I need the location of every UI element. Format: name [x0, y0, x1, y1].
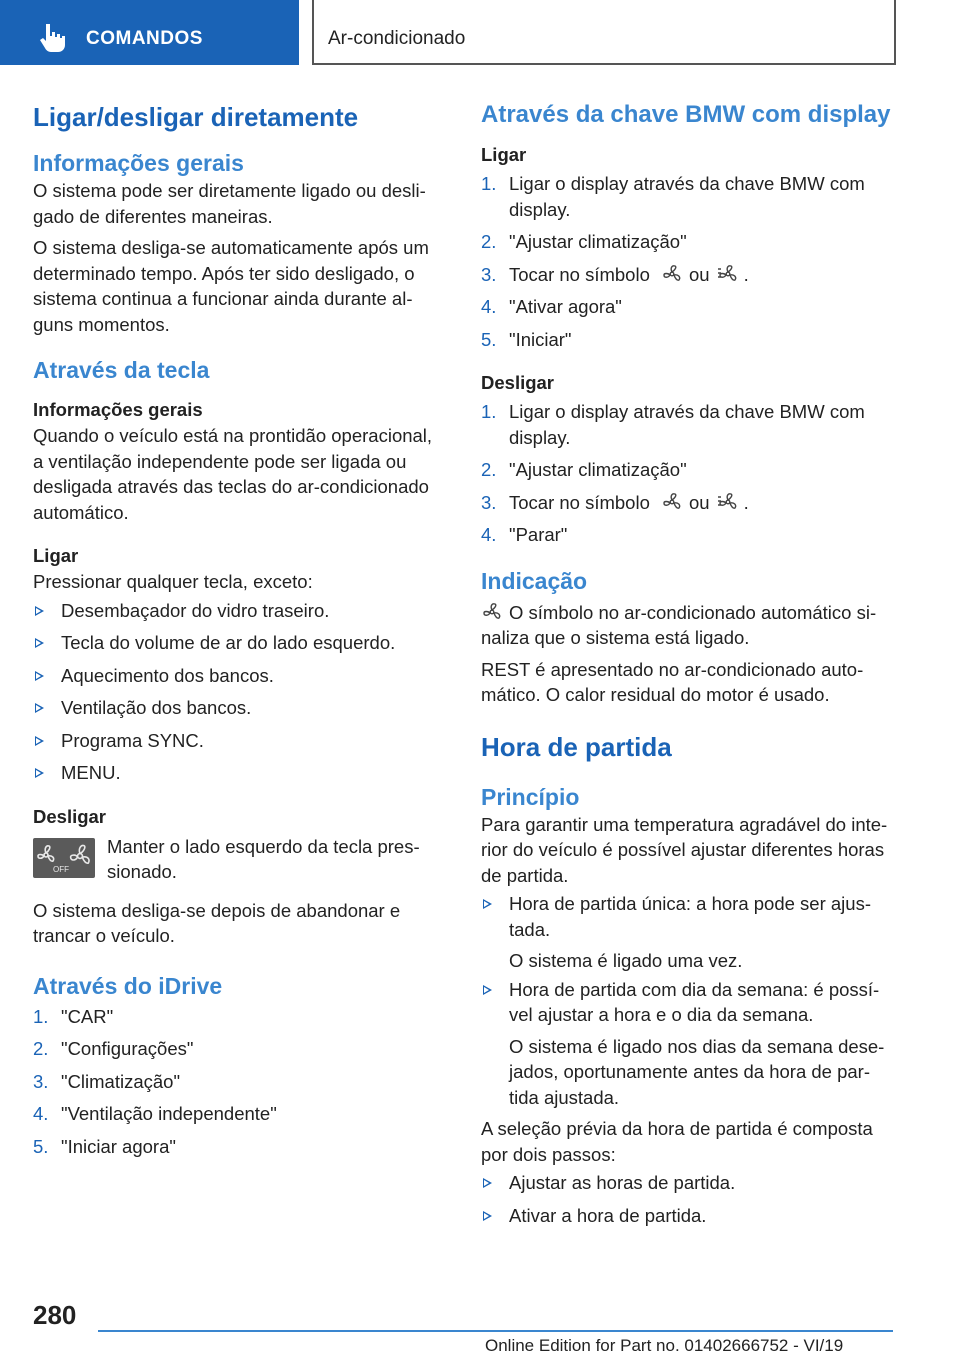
list-item: 3. Tocar no símbolo ou . [481, 491, 749, 513]
indication-heading: Indicação [481, 567, 588, 594]
key-switch-off-heading: Desligar [481, 372, 555, 393]
list-item: Hora de partida única: a hora pode ser ajus-tada. [481, 891, 895, 942]
list-item: Ativar a hora de partida. [481, 1203, 895, 1229]
list-item: 1. Ligar o display através da chave BMW com display. [481, 173, 865, 220]
general-info-heading: Informações gerais [33, 150, 244, 176]
triangle-bullet-icon [35, 606, 44, 616]
list-item: 1. Ligar o display através da chave BMW com display. [481, 401, 865, 448]
triangle-bullet-icon [483, 899, 492, 909]
principle-heading: Princípio [481, 783, 580, 810]
switch-off-paragraph-2: O sistema desliga-se depois de abandonar e trancar o veículo. [33, 899, 401, 946]
indication-paragraph-1: O símbolo no ar-condicionado automático si-naliza que o sistema está ligado. [481, 601, 877, 648]
fan-auto-icon [716, 492, 738, 512]
triangle-bullet-icon [35, 736, 44, 746]
list-item: 2. "Ajustar climatização" [481, 231, 687, 252]
list-item: 1. "CAR" [33, 1005, 114, 1027]
fan-off-button-image [33, 838, 95, 878]
section-tab-label: COMANDOS [86, 28, 203, 49]
section-title: Ligar/desligar diretamente [33, 102, 359, 132]
triangle-bullet-icon [35, 671, 44, 681]
list-item: Programa SYNC. [33, 728, 443, 754]
general-info-paragraph-2: O sistema desliga-se automaticamente após um determinado tempo. Após ter sido desligado, o sistema continua a funcionar ainda durante al-guns momentos. [33, 237, 429, 335]
hand-pointer-icon [38, 22, 66, 52]
departure-types-list-2 [481, 977, 895, 1028]
general-info-paragraph-1: O sistema pode ser diretamente ligado ou desli-gado de diferentes maneiras. [33, 180, 426, 227]
page-number: 280 [33, 1300, 77, 1330]
fan-icon [661, 492, 683, 512]
triangle-bullet-icon [483, 985, 492, 995]
switch-on-paragraph: Pressionar qualquer tecla, exceto: [33, 571, 313, 592]
list-item-note: O sistema é ligado uma vez. [509, 950, 743, 971]
list-item: Hora de partida com dia da semana: é possí-vel ajustar a hora e o dia da semana. [481, 977, 895, 1028]
key-general-info-heading: Informações gerais [33, 399, 203, 420]
key-paragraph: Quando o veículo está na prontidão operacional, a ventilação independente pode ser ligada ou desligada através das teclas do ar-condicionado automático. [33, 425, 433, 523]
switch-off-heading: Desligar [33, 805, 107, 827]
list-item: 2. "Ajustar climatização" [481, 459, 687, 480]
fan-off-icon [33, 838, 95, 878]
switch-off-paragraph: Manter o lado esquerdo da tecla pres-sionado. [107, 835, 420, 882]
list-item: Desembaçador do vidro traseiro. [33, 598, 443, 624]
indication-paragraph-2: REST é apresentado no ar-condicionado auto-mático. O calor residual do motor é usado. [481, 658, 864, 705]
switch-off-row [33, 834, 443, 886]
list-item: Ventilação dos bancos. [33, 695, 443, 721]
triangle-bullet-icon [483, 1211, 492, 1221]
bmw-key-heading: Através da chave BMW com display [481, 101, 891, 128]
preselection-paragraph: A seleção prévia da hora de partida é composta por dois passos: [481, 1118, 873, 1165]
triangle-bullet-icon [35, 768, 44, 778]
list-item: MENU. [33, 760, 443, 786]
preselection-steps [481, 1170, 895, 1228]
key-switch-off-steps [481, 399, 895, 548]
idrive-steps [33, 1004, 443, 1160]
departure-types-list [481, 891, 895, 942]
list-item: 4. "Ativar agora" [481, 296, 622, 317]
fan-auto-icon [716, 264, 738, 284]
list-item: 5. "Iniciar" [481, 328, 572, 350]
key-switch-on-steps [481, 171, 895, 352]
chapter-header [312, 0, 896, 65]
key-heading: Através da tecla [33, 357, 210, 383]
left-column [33, 100, 443, 1159]
list-item: 3. "Climatização" [33, 1070, 181, 1092]
fan-icon [661, 264, 683, 284]
key-switch-on-heading: Ligar [481, 144, 527, 165]
principle-paragraph: Para garantir uma temperatura agradável do inte-rior do veículo é possível ajustar diferentes horas de partida. [481, 813, 888, 886]
list-item: 3. Tocar no símbolo ou . [481, 263, 749, 285]
exception-list [33, 598, 443, 786]
triangle-bullet-icon [35, 703, 44, 713]
list-item: 2. "Configurações" [33, 1038, 194, 1059]
departure-time-heading: Hora de partida [481, 731, 672, 762]
list-item: 4. "Ventilação independente" [33, 1103, 277, 1124]
footer-divider [98, 1330, 893, 1332]
chapter-title: Ar-condicionado [328, 28, 466, 49]
list-item: Ajustar as horas de partida. [481, 1170, 895, 1196]
list-item: 5. "Iniciar agora" [33, 1135, 176, 1157]
triangle-bullet-icon [483, 1178, 492, 1188]
svg-text:OFF: OFF [53, 864, 69, 874]
list-item: Aquecimento dos bancos. [33, 663, 443, 689]
list-item: Tecla do volume de ar do lado esquerdo. [33, 630, 443, 656]
fan-icon [481, 602, 503, 622]
edition-text: Online Edition for Part no. 01402666752 - VI/19 [485, 1336, 844, 1355]
right-column [481, 100, 895, 1228]
idrive-heading: Através do iDrive [33, 972, 223, 999]
switch-on-heading: Ligar [33, 545, 79, 566]
triangle-bullet-icon [35, 638, 44, 648]
section-tab[interactable] [0, 0, 299, 65]
list-item-note: O sistema é ligado nos dias da semana dese-jados, oportunamente antes da hora de par-tida ajustada. [509, 1035, 885, 1108]
list-item: 4. "Parar" [481, 524, 568, 545]
